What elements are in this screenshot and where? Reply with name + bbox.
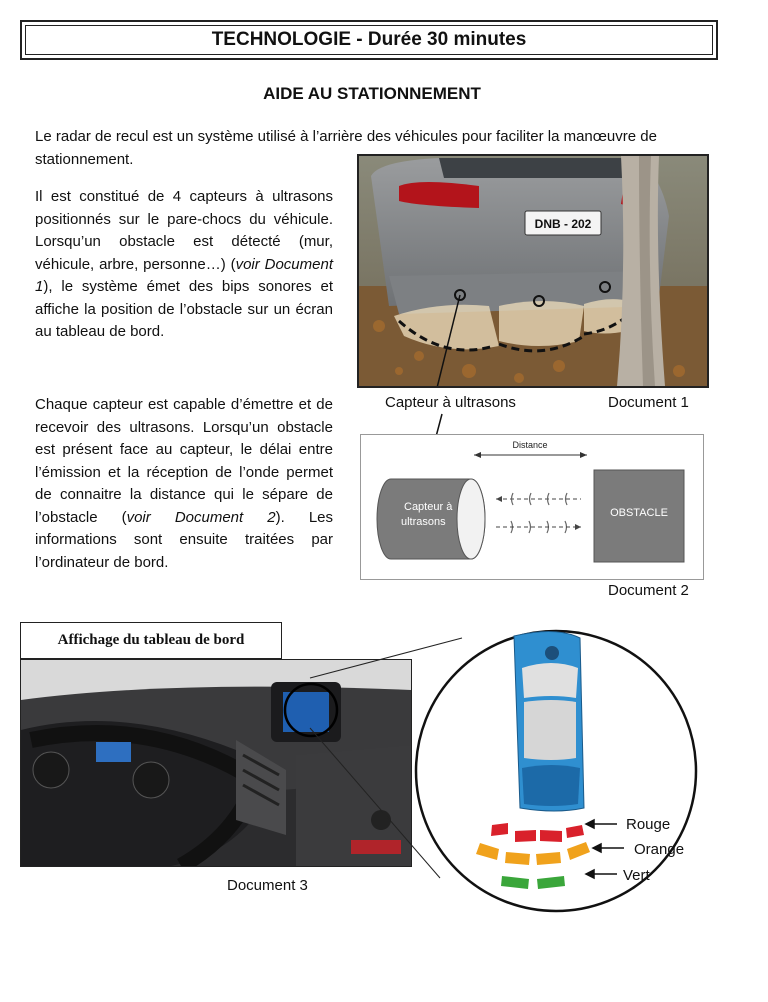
legend-orange: Orange (634, 841, 685, 858)
page-title: TECHNOLOGIE - Durée 30 minutes (25, 25, 713, 55)
document3-caption: Document 3 (227, 877, 308, 894)
document1-caption: Document 1 (608, 394, 689, 411)
sensor-caption: Capteur à ultrasons (385, 394, 516, 411)
ultrasound-paragraph (35, 394, 333, 574)
car-rear-photo (359, 156, 707, 386)
intro-paragraph: Le radar de recul est un système utilisé à l’arrière des véhicules pour faciliter la manœuvre de stationnement. (35, 128, 657, 168)
document-reference: voir Document 1 (35, 255, 333, 295)
paragraph-text: ). Les informations sont ensuite traitées par l’ordinateur de bord. (35, 508, 333, 571)
sensor-paragraph (35, 186, 333, 344)
title-box (20, 20, 718, 60)
sensor-label-line1: Capteur à (404, 501, 453, 513)
legend-vert: Vert (623, 867, 650, 884)
obstacle-label: OBSTACLE (610, 507, 668, 519)
paragraph-text: Il est constitué de 4 capteurs à ultrasons positionnés sur le pare-chocs du véhicule. Lorsqu’un obstacle est détecté (mur, véhicule, arbre, personne…) ( (35, 188, 333, 273)
distance-label: Distance (512, 440, 548, 450)
section-title: AIDE AU STATIONNEMENT (263, 84, 481, 103)
dashboard-heading: Affichage du tableau de bord (20, 622, 282, 659)
paragraph-text: ), le système émet des bips sonores et affiche la position de l’obstacle sur un écran au tableau de bord. (35, 278, 333, 340)
legend-rouge: Rouge (626, 816, 671, 833)
document1-photo (357, 154, 709, 388)
paragraph-text: Chaque capteur est capable d’émettre et de recevoir des ultrasons. Lorsqu’un obstacle est présent face au capteur, le délai entre l’émission et la réception de l’onde permet de connaitre la distance qui le sépare de l’obstacle ( (35, 396, 333, 526)
document2-caption: Document 2 (608, 582, 689, 599)
sensor-label-line2: ultrasons (401, 516, 446, 528)
document2-diagram (360, 434, 704, 580)
ultrasound-diagram (361, 435, 703, 579)
magnified-display (412, 628, 712, 914)
document-reference: voir Document 2 (126, 508, 276, 526)
license-plate: DNB - 202 (534, 217, 592, 231)
